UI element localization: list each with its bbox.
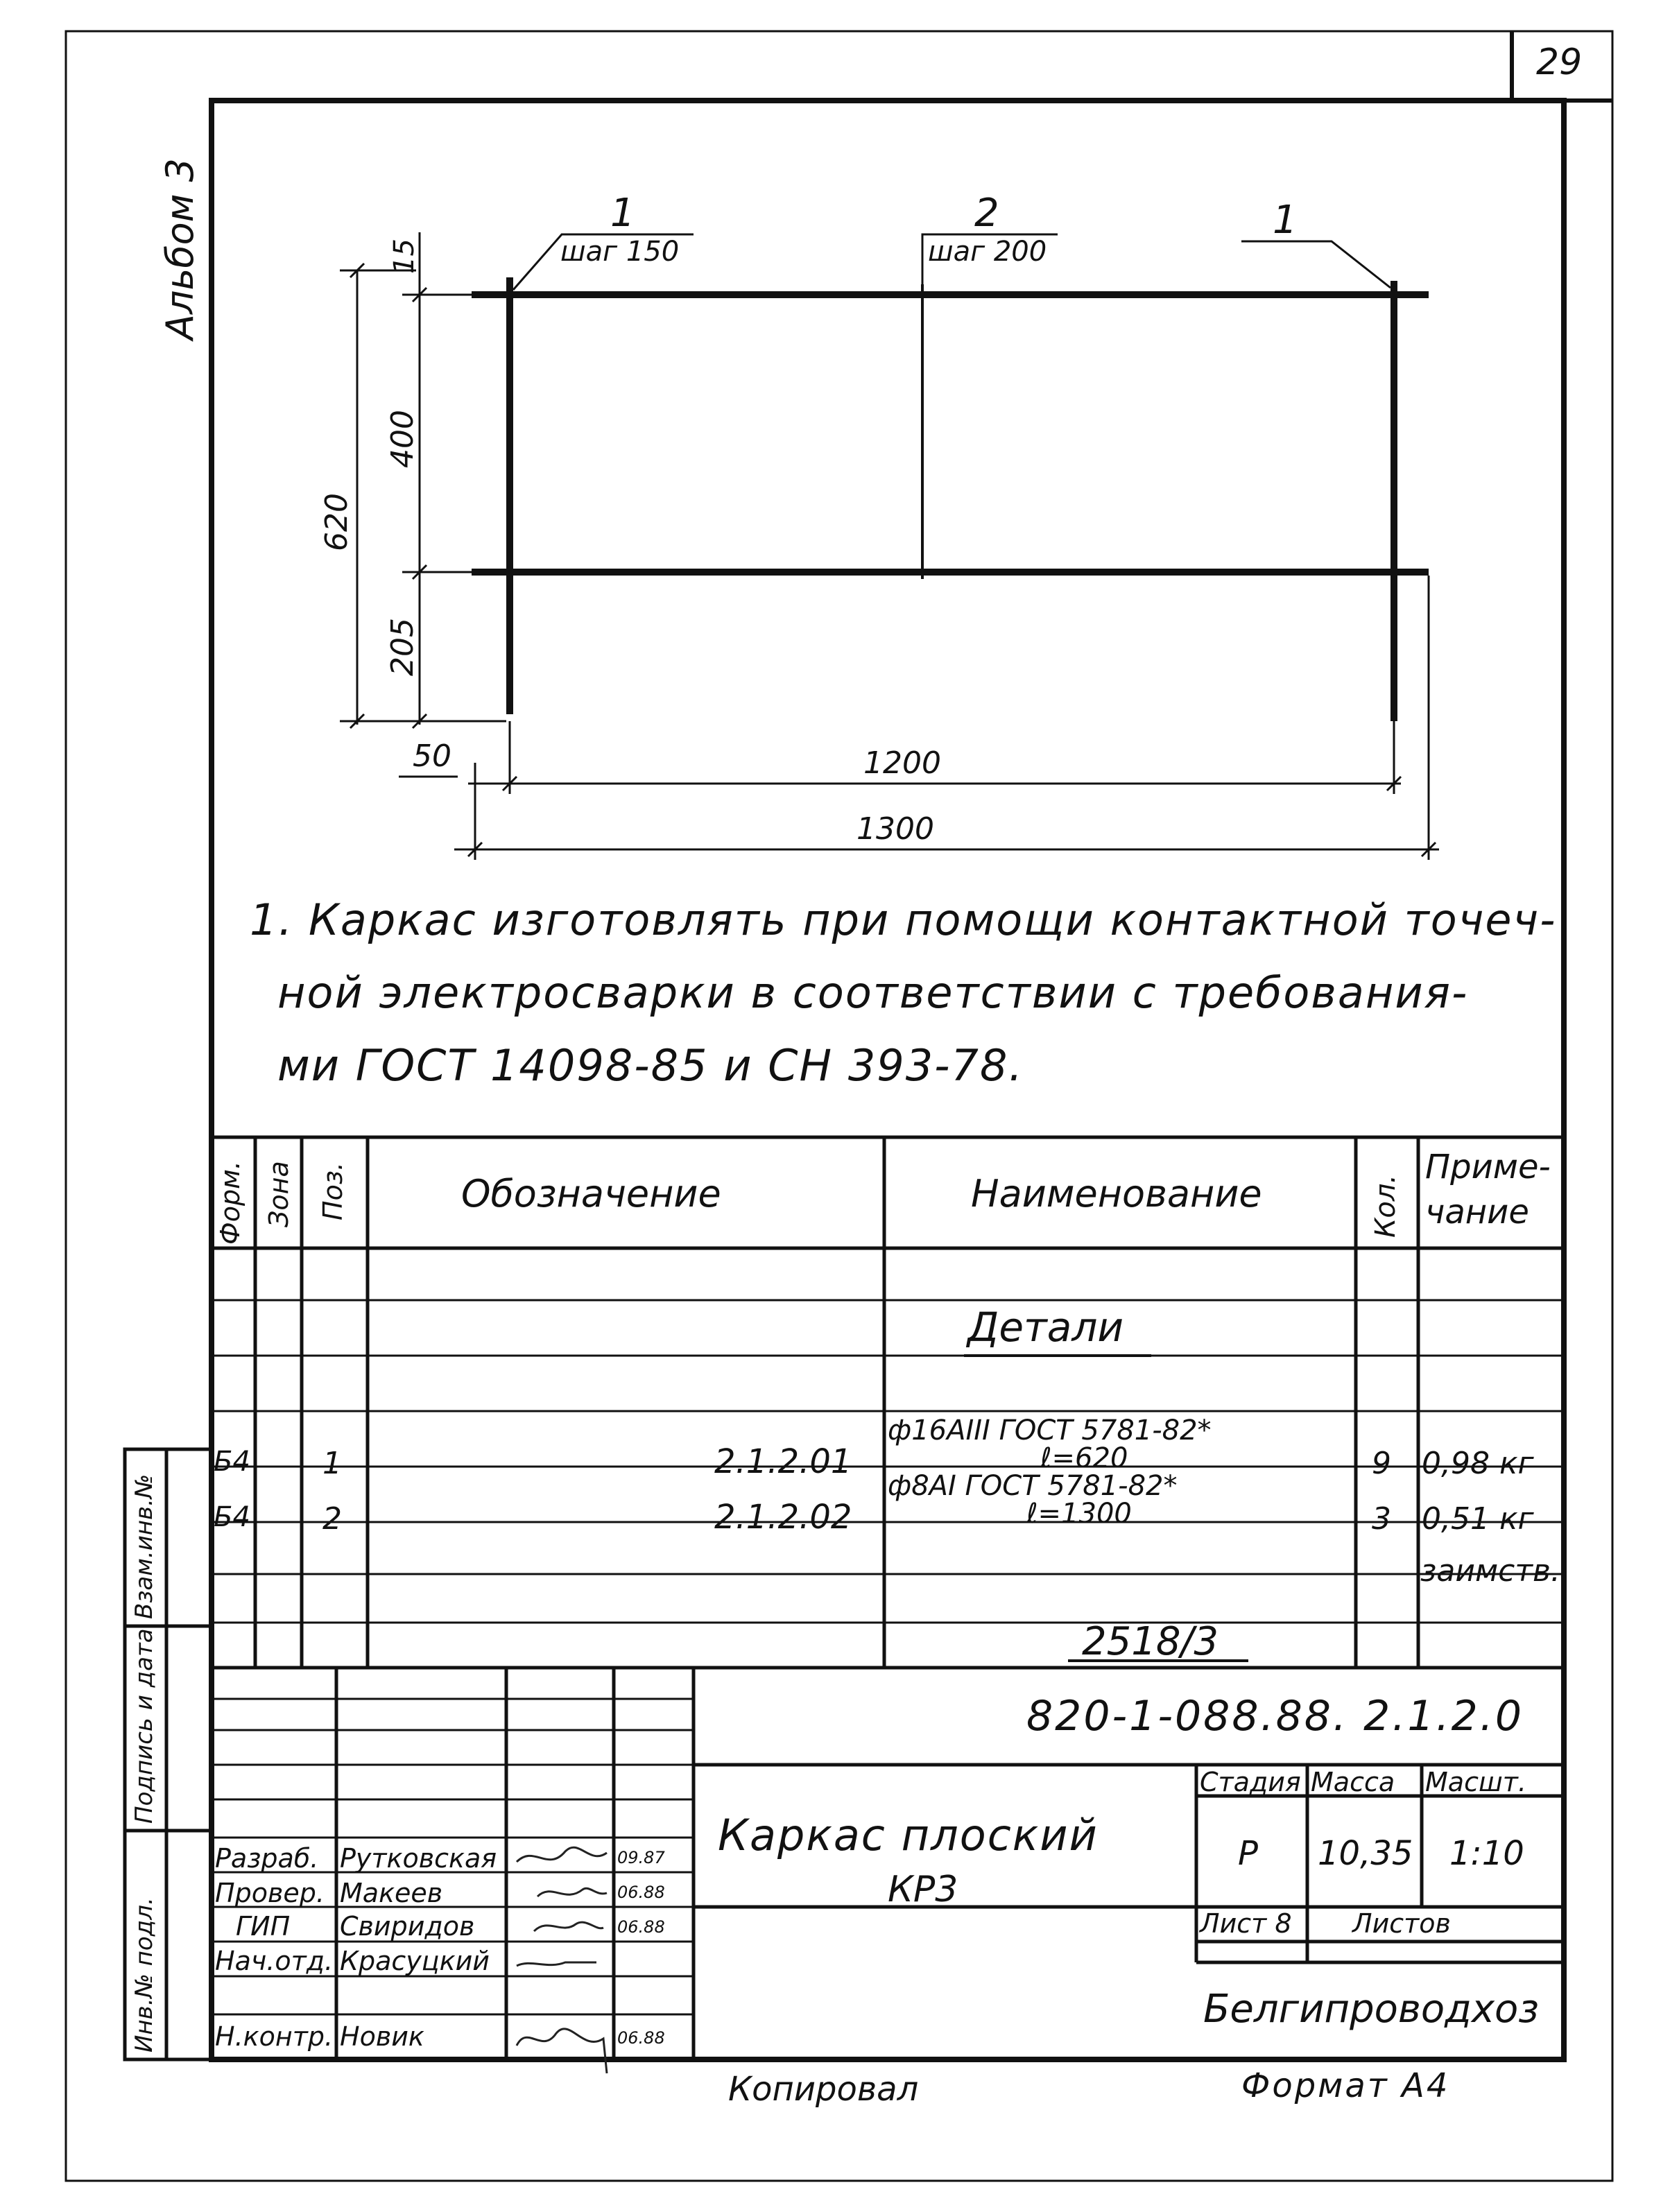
row2-note: 0,51 кг [1422,1501,1534,1537]
callout-pos-2: 2 [974,191,999,236]
header-qty: Кол. [1370,1174,1402,1238]
role-chief-engineer: ГИП [236,1911,291,1942]
date-checker: 06.88 [617,1883,665,1902]
callout-leader-3 [1241,241,1390,288]
signature-1 [517,1847,607,1862]
footer-format: Формат А4 [1241,2066,1450,2105]
spec-table-grid [212,1137,1564,1668]
signature-2 [537,1888,607,1896]
note-line-3: ми ГОСТ 14098-85 и СН 393-78. [277,1040,1024,1091]
sheets-label: Листов [1352,1908,1451,1939]
borrow-note: заимств. [1420,1553,1560,1589]
header-position: Поз. [318,1161,348,1220]
side-label-signature-date: Подпись и дата [130,1628,158,1824]
callout-step-2: шаг 200 [928,236,1047,268]
page-number: 29 [1536,42,1583,83]
row2-name-line2: ℓ=1300 [1026,1498,1132,1530]
side-label-replacement-inv: Взам.инв.№ [130,1474,158,1619]
row1-qty: 9 [1372,1446,1391,1481]
header-name: Наименование [971,1172,1262,1216]
role-department-head: Нач.отд. [215,1946,334,1976]
callout-pos-1: 1 [610,191,635,236]
footer-copied: Копировал [728,2070,919,2109]
row1-pos: 1 [322,1446,342,1481]
dim-1300: 1300 [856,811,934,847]
stage-value: Р [1238,1834,1258,1873]
row1-name-line1: ф16АIII ГОСТ 5781-82* [888,1415,1212,1446]
organization: Белгипроводхоз [1203,1987,1540,2032]
mass-value: 10,35 [1318,1834,1413,1873]
header-note-line2: чание [1425,1193,1529,1232]
side-label-original-inv: Инв.№ подл. [130,1897,158,2053]
note-line-1: 1. Каркас изготовлять при помощи контактной точеч- [250,895,1557,945]
dim-620: 620 [319,493,354,551]
date-developer: 09.87 [617,1848,665,1867]
dim-205: 205 [385,618,420,676]
signatures [517,1847,607,2073]
name-department-head: Красуцкий [340,1946,490,1976]
row1-note: 0,98 кг [1422,1446,1534,1481]
dim-1200: 1200 [863,745,941,781]
section-title: Детали [967,1304,1124,1351]
dim-400: 400 [385,410,420,468]
row2-format: Б4 [214,1501,250,1533]
row2-designation: 2.1.2.02 [714,1498,852,1537]
frame-drawing [472,234,1429,721]
header-format: Форм. [215,1161,246,1245]
callout-pos-3: 1 [1273,198,1298,243]
album-label: Альбом 3 [158,158,202,340]
row1-format: Б4 [214,1446,250,1478]
scale-value: 1:10 [1449,1834,1524,1873]
title-line-1: Каркас плоский [718,1810,1099,1860]
signature-5 [517,2029,607,2073]
date-chief-engineer: 06.88 [617,1917,665,1937]
note-line-2: ной электросварки в соответствии с требования- [277,967,1469,1018]
name-developer: Рутковская [340,1843,497,1874]
role-developer: Разраб. [215,1843,319,1874]
sheet-label: Лист 8 [1200,1908,1292,1939]
name-checker: Макеев [340,1878,443,1908]
signature-4 [517,1962,596,1966]
dim-15: 15 [388,239,420,274]
stage-label: Стадия [1200,1767,1301,1797]
role-norm-control: Н.контр. [215,2021,334,2052]
doc-code: 820-1-088.88. 2.1.2.0 [1026,1692,1524,1740]
header-designation: Обозначение [461,1172,721,1216]
date-norm-control: 06.88 [617,2028,665,2048]
role-checker: Провер. [215,1878,325,1908]
row1-name-line2: ℓ=620 [1040,1442,1128,1474]
name-chief-engineer: Свиридов [340,1911,475,1942]
scale-label: Масшт. [1425,1767,1526,1797]
dim-50: 50 [413,738,451,774]
row2-name-line1: ф8АI ГОСТ 5781-82* [888,1470,1178,1502]
header-note-line1: Приме- [1425,1148,1551,1186]
mass-label: Масса [1311,1767,1395,1797]
title-line-2: КР3 [888,1869,958,1910]
stamp-note: 2518/3 [1082,1619,1219,1664]
name-norm-control: Новик [340,2021,424,2052]
header-zone: Зона [264,1161,294,1227]
row2-qty: 3 [1372,1501,1391,1537]
row1-designation: 2.1.2.01 [714,1442,852,1481]
row2-pos: 2 [322,1501,342,1537]
callout-step-1: шаг 150 [560,236,680,268]
signature-3 [534,1922,603,1931]
